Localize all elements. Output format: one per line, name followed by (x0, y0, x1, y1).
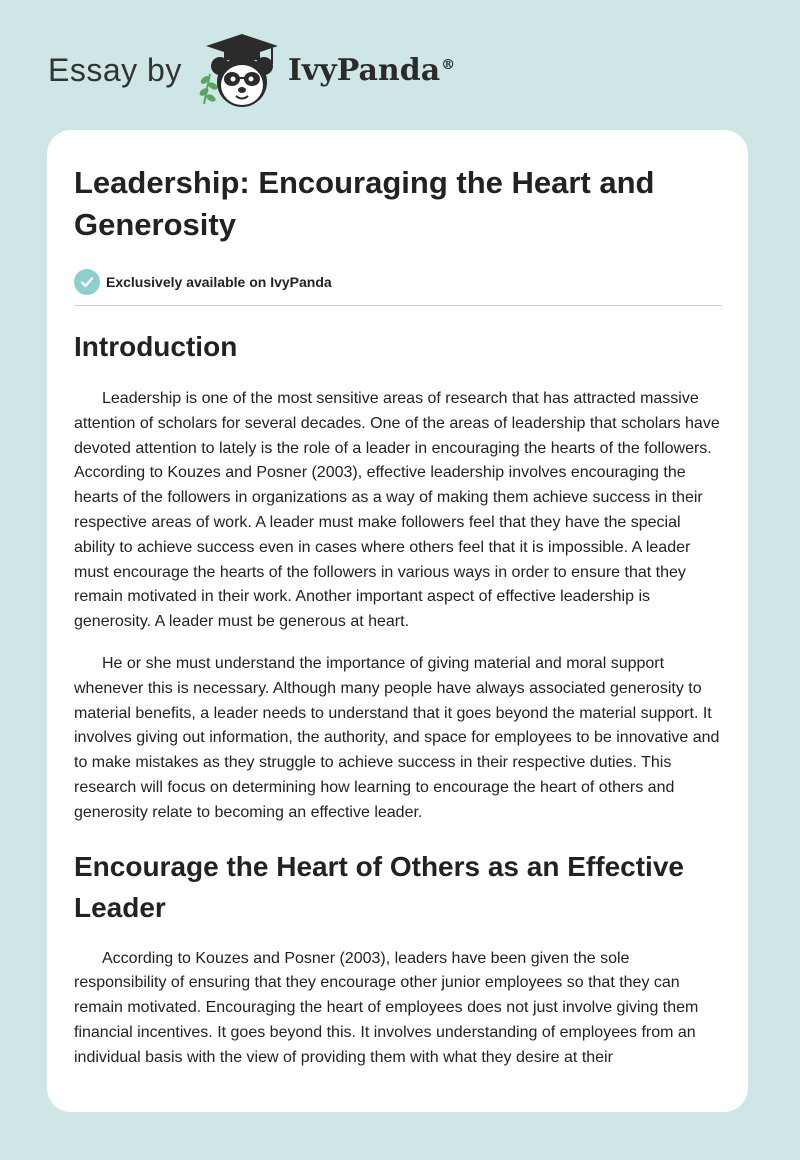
brand-logo[interactable] (48, 30, 455, 110)
section-heading-encourage-heart: Encourage the Heart of Others as an Effective Leader (74, 850, 684, 923)
brand-prefix: Essay by (48, 51, 182, 88)
check-icon (74, 269, 100, 295)
paragraph: He or she must understand the importance of giving material and moral support whenever this is necessary. Although many people have always associated generosity to material benefits, a leader needs to understand that it goes beyond the material support. It involves giving out information, the authority, and space for employees to be innovative and to make mistakes as they struggle to achieve success in their respective duties. This research will focus on determining how learning to encourage the heart of others and generosity relate to becoming an effective leader. (74, 654, 720, 821)
paragraph: According to Kouzes and Posner (2003), leaders have been given the sole responsibility of ensuring that they encourage other junior employees so that they can remain motivated. Encouraging the heart of employees does not just involve giving them financial incentives. It goes beyond this. It involves understanding of employees from an individual basis with the view of providing them with what they desire at their (74, 949, 699, 1066)
exclusive-label: Exclusively available on IvyPanda (106, 274, 332, 290)
brand-name: IvyPanda® (287, 52, 456, 88)
essay-title: Leadership: Encouraging the Heart and Generosity (74, 165, 655, 242)
exclusive-badge (74, 269, 722, 295)
paragraph: Leadership is one of the most sensitive areas of research that has attracted massive attention of scholars for several decades. One of the areas of leadership that scholars have devoted attention to lately is the role of a leader in encouraging the hearts of the followers. According to Kouzes and Posner (2003), effective leadership involves encouraging the hearts of the followers in organizations as a way of making them achieve success in their respective areas of work. A leader must make followers feel that they have the special ability to achieve success even in cases where others feel that it is impossible. A leader must encourage the hearts of the followers in various ways in order to ensure that they remain motivated in their work. Another important aspect of effective leadership is generosity. A leader must be generous at heart. (74, 390, 720, 631)
essay-content (74, 162, 722, 1071)
section-heading-introduction: Introduction (74, 331, 238, 362)
title-divider (74, 305, 722, 306)
panda-mascot-icon (196, 30, 282, 110)
essay-card (47, 130, 748, 1112)
